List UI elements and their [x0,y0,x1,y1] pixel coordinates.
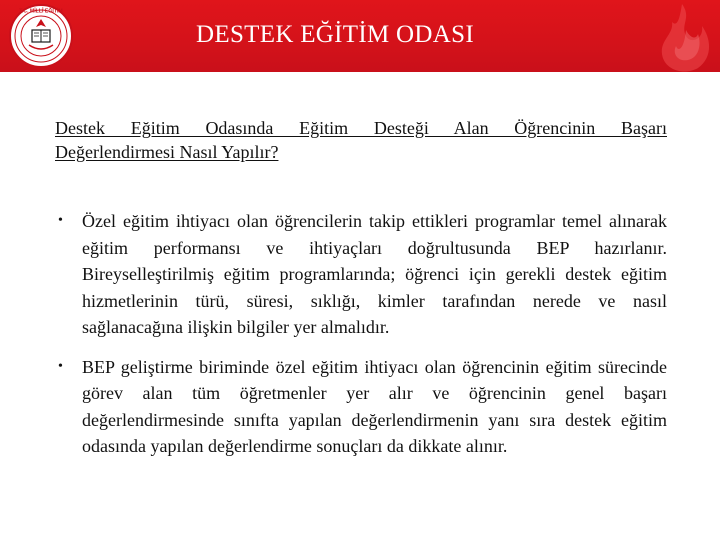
bullet-marker: • [58,213,63,228]
flame-decoration-icon [620,0,720,72]
section-heading-line-2: Değerlendirmesi Nasıl Yapılır? [55,142,279,162]
section-heading-line-1: Destek Eğitim Odasında Eğitim Desteği Alan Öğrencinin Başarı [55,118,667,138]
bullet-text: Özel eğitim ihtiyacı olan öğrencilerin takip ettikleri programlar temel alınarak eğitim performansı ve ihtiyaçları doğrultusunda BEP hazırlanır. Bireyselleştirilmiş eğitim programlarında; öğrenci için gerekli destek eğitim hizmetlerinin türü, süresi, sıklığı, kimler tarafından nerede ve nasıl sağlanacağına ilişkin bilgiler yer almalıdır. [82,211,667,337]
bullet-item [55,354,667,460]
bullet-item [55,208,667,341]
bullet-marker: • [58,358,63,374]
section-heading [55,116,667,164]
logo-lettering: T.C. MİLLÎ EĞİTİM [19,8,63,15]
bullet-text: BEP geliştirme biriminde özel eğitim ihtiyacı olan öğrencinin eğitim sürecinde görev alan tüm öğretmenler yer alır ve öğrencinin genel başarı değerlendirmesinde sınıfta yapılan değerlendirmenin yanı sıra destek eğitim odasında yapılan değerlendirme sonuçları da dikkate alınır. [82,356,667,456]
page-title: DESTEK EĞİTİM ODASI [196,21,474,48]
header-bar [0,0,720,72]
bullet-list [55,208,667,473]
